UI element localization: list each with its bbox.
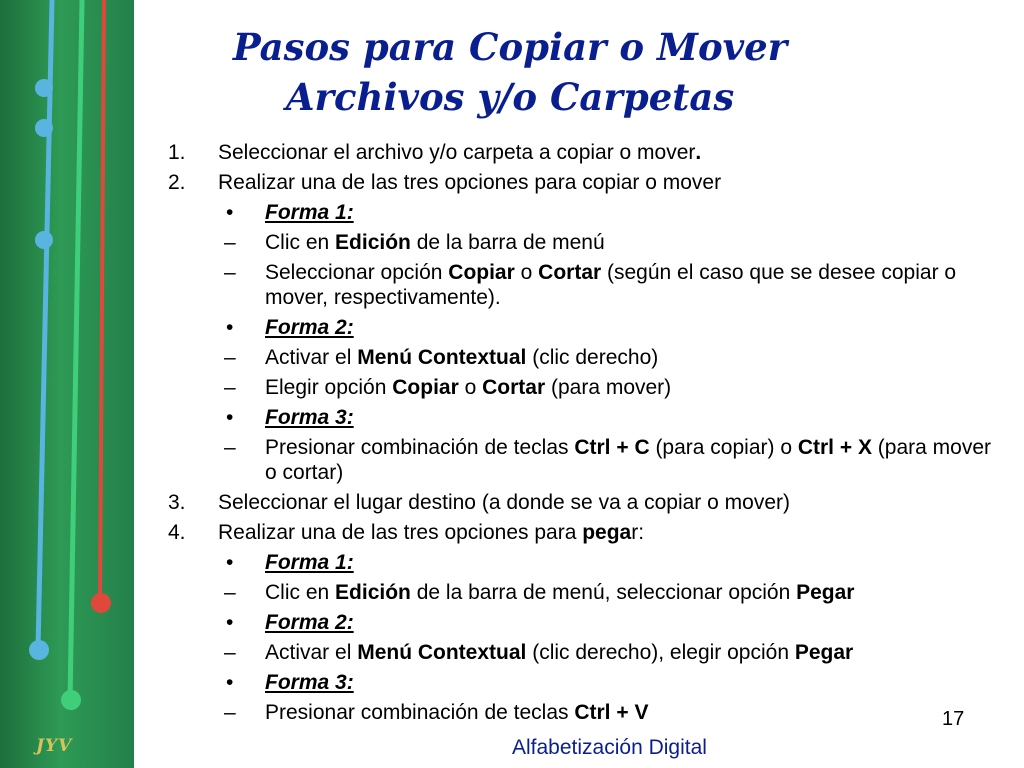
decorative-sidebar <box>0 0 134 768</box>
title-line-1: Pasos para Copiar o Mover <box>232 25 788 69</box>
footer-text: Alfabetización Digital <box>512 736 707 759</box>
step-text: Realizar una de las tres opciones para copiar o mover <box>218 171 722 194</box>
bullet-marker: • <box>226 671 234 694</box>
dash-marker: – <box>224 436 236 459</box>
forma-label: Forma 2: <box>265 316 354 339</box>
bullet-marker: • <box>226 201 234 224</box>
copy-forma-2-step-a: – Activar el Menú Contextual (clic derecho) <box>164 343 994 373</box>
step-text: Seleccionar el archivo y/o carpeta a copiar o mover <box>218 141 696 164</box>
forma-label: Forma 2: <box>265 611 354 634</box>
copy-forma-2 <box>164 313 994 343</box>
copy-forma-2-step-b: – Elegir opción Copiar o Cortar (para mover) <box>164 373 994 403</box>
bullet-marker: • <box>226 611 234 634</box>
step-period: . <box>695 141 702 164</box>
paste-forma-2-step-a: – Activar el Menú Contextual (clic derecho), elegir opción Pegar <box>164 638 994 668</box>
step-number: 4. <box>168 521 186 544</box>
forma-label: Forma 1: <box>265 551 354 574</box>
dash-marker: – <box>224 346 236 369</box>
paste-forma-3-step-a: – Presionar combinación de teclas Ctrl + V <box>164 698 994 728</box>
paste-forma-1 <box>164 548 994 578</box>
step-2 <box>164 168 994 198</box>
logo-text: JYV <box>36 736 73 756</box>
dash-marker: – <box>224 376 236 399</box>
step-number: 3. <box>168 491 186 514</box>
paste-forma-3 <box>164 668 994 698</box>
slide-content <box>164 138 994 728</box>
dash-marker: – <box>224 641 236 664</box>
forma-label: Forma 1: <box>265 201 354 224</box>
dash-marker: – <box>224 261 236 284</box>
dash-marker: – <box>224 231 236 254</box>
copy-forma-1-step-b: – Seleccionar opción Copiar o Cortar (según el caso que se desee copiar o mover, respectivamente). <box>164 258 994 313</box>
step-3 <box>164 488 994 518</box>
step-4: 4. Realizar una de las tres opciones para pegar: <box>164 518 994 548</box>
forma-label: Forma 3: <box>265 406 354 429</box>
paste-forma-2 <box>164 608 994 638</box>
copy-forma-1-step-a: – Clic en Edición de la barra de menú <box>164 228 994 258</box>
copy-forma-3 <box>164 403 994 433</box>
knitting-needles-graphic <box>0 0 134 768</box>
paste-forma-1-step-a: – Clic en Edición de la barra de menú, seleccionar opción Pegar <box>164 578 994 608</box>
step-number: 2. <box>168 171 186 194</box>
copy-forma-1 <box>164 198 994 228</box>
step-number: 1. <box>168 141 186 164</box>
page-number: 17 <box>942 708 965 730</box>
bullet-marker: • <box>226 406 234 429</box>
bullet-marker: • <box>226 316 234 339</box>
slide-title <box>150 22 870 122</box>
dash-marker: – <box>224 701 236 724</box>
dash-marker: – <box>224 581 236 604</box>
copy-forma-3-step-a: – Presionar combinación de teclas Ctrl + C (para copiar) o Ctrl + X (para mover o cortar) <box>164 433 994 488</box>
bullet-marker: • <box>226 551 234 574</box>
title-line-2: Archivos y/o Carpetas <box>285 75 735 119</box>
forma-label: Forma 3: <box>265 671 354 694</box>
step-1 <box>164 138 994 168</box>
step-text: Seleccionar el lugar destino (a donde se va a copiar o mover) <box>218 491 790 514</box>
